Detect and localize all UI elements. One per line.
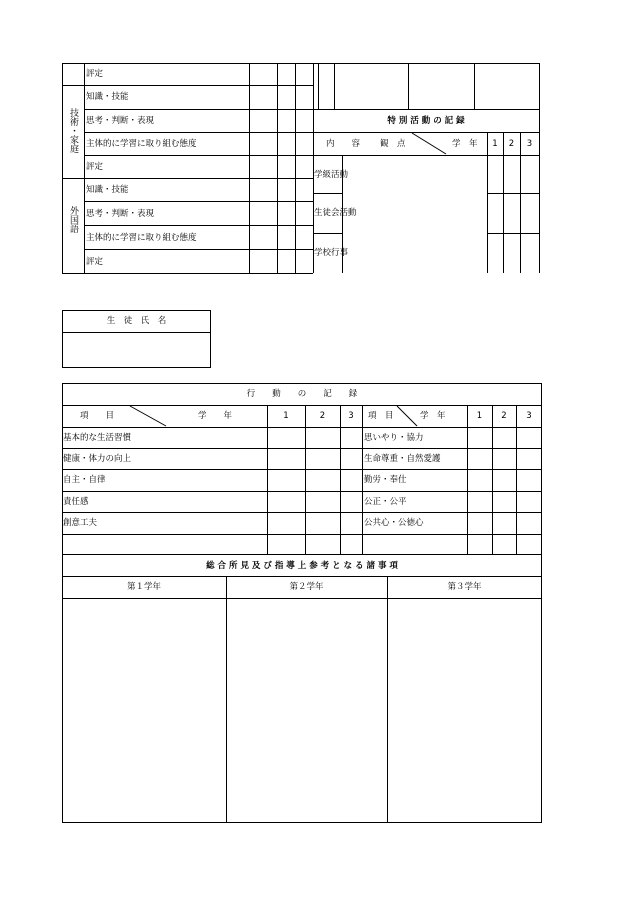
naiyou-header: 内 容	[326, 139, 361, 149]
behavior-item: 創意工夫	[63, 518, 98, 528]
gakunen-header: 学 年	[198, 411, 233, 421]
row-label: 主体的に学習に取り組む態度	[86, 139, 197, 149]
behavior-item: 自主・自律	[63, 475, 106, 485]
koumoku-header: 項 目	[368, 411, 394, 421]
year-1: 1	[283, 411, 289, 421]
behavior-item: 公共心・公徳心	[364, 518, 424, 528]
activity-label: 生徒会活動	[314, 208, 357, 218]
behavior-item: 公正・公平	[364, 497, 407, 507]
subject-name-gaikokugo: 外国語	[68, 206, 78, 233]
year-2: 2	[508, 139, 515, 149]
year-1: 1	[476, 411, 483, 421]
row-label: 主体的に学習に取り組む態度	[86, 233, 197, 243]
overall-column-header: 第３学年	[447, 582, 482, 592]
row-label: 知識・技能	[86, 92, 129, 102]
subject-name-gijutsu: 技術・家庭	[68, 108, 78, 153]
row-label: 評定	[86, 69, 104, 79]
kanten-header: 観 点	[380, 139, 406, 149]
gakunen-header: 学 年	[420, 411, 446, 421]
year-3: 3	[526, 139, 533, 149]
behavior-item: 思いやり・協力	[364, 433, 424, 443]
behavior-item: 生命尊重・自然愛護	[364, 454, 441, 464]
year-2: 2	[501, 411, 507, 421]
year-1: 1	[492, 139, 498, 149]
behavior-item: 勤労・奉仕	[364, 475, 407, 485]
gakunen-header: 学 年	[452, 139, 478, 149]
behavior-item: 健康・体力の向上	[63, 454, 132, 464]
koumoku-header: 項 目	[80, 411, 115, 421]
row-label: 評定	[86, 257, 104, 267]
year-3: 3	[526, 411, 532, 421]
row-label: 評定	[86, 162, 104, 172]
year-2: 2	[319, 411, 326, 421]
overall-column-header: 第１学年	[126, 582, 161, 592]
activity-label: 学校行事	[314, 248, 349, 258]
overall-title: 総 合 所 見 及 び 指 導 上 参 考 と な る 諸 事 項	[206, 561, 398, 571]
behavior-item: 基本的な生活習慣	[63, 433, 132, 443]
year-3: 3	[348, 411, 354, 421]
row-label: 思考・判断・表現	[86, 209, 155, 219]
behavior-item: 責任感	[63, 497, 89, 507]
row-label: 知識・技能	[86, 185, 129, 195]
activity-label: 学級活動	[314, 170, 349, 180]
overall-column-header: 第２学年	[289, 582, 324, 592]
row-label: 思考・判断・表現	[86, 116, 155, 126]
special-activities-title: 特 別 活 動 の 記 録	[387, 116, 465, 126]
student-name-label: 生 徒 氏 名	[106, 316, 167, 326]
behavior-title: 行 動 の 記 録	[246, 389, 358, 399]
